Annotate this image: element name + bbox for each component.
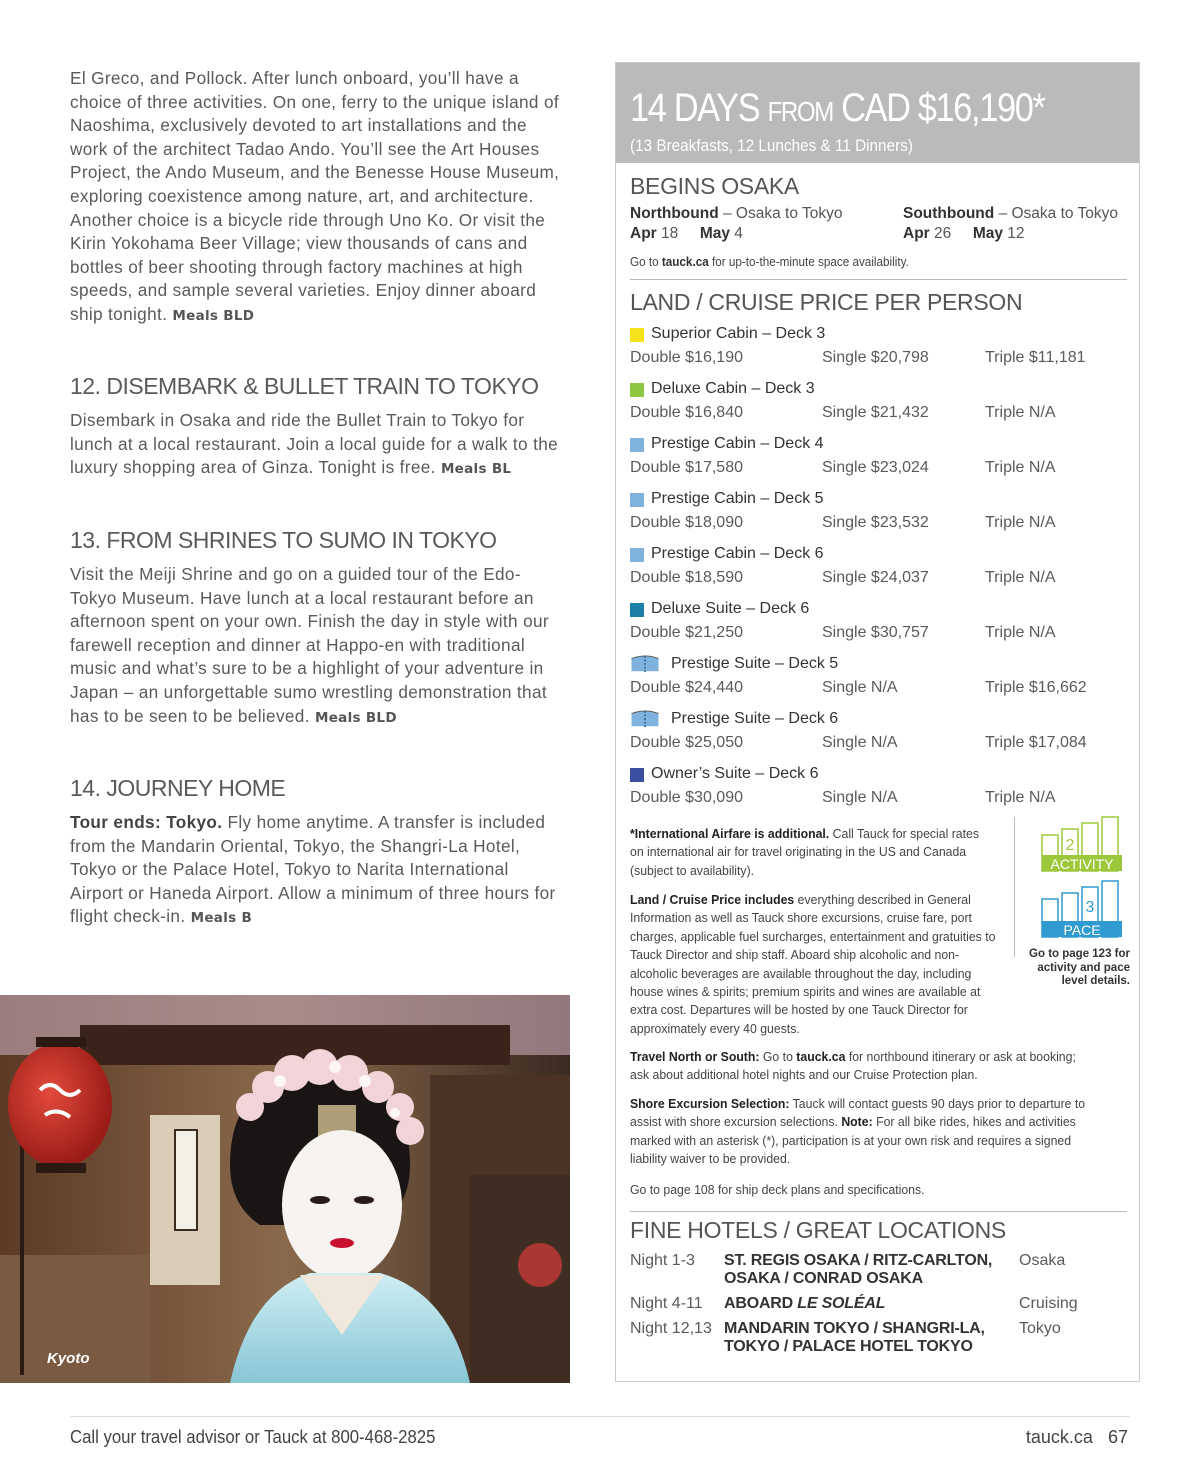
- price-double: Double $16,840: [630, 404, 743, 421]
- northbound-departures: Northbound – Osaka to Tokyo Apr 18 May 4: [630, 205, 843, 242]
- footer-page-info: [1026, 1427, 1128, 1448]
- photo-caption: Kyoto: [47, 1350, 90, 1367]
- price-single: Single $30,757: [822, 624, 929, 641]
- hotel-nights: Night 12,13: [630, 1320, 712, 1337]
- cabin-color-swatch: [630, 328, 644, 342]
- price-single: Single $20,798: [822, 349, 929, 366]
- meals-label: Meals BL: [440, 461, 512, 478]
- tour-price-box: [615, 62, 1140, 1382]
- availability-note: Go to tauck.ca for up-to-the-minute space availability.: [630, 254, 909, 269]
- cabin-name: Prestige Suite – Deck 6: [671, 710, 839, 727]
- divider: [630, 279, 1127, 280]
- cabin-name: Prestige Suite – Deck 5: [671, 655, 839, 672]
- price-double: Double $18,590: [630, 569, 743, 586]
- price-triple: Triple N/A: [985, 459, 1056, 476]
- price-double: Double $17,580: [630, 459, 743, 476]
- hotel-location: Osaka: [1019, 1252, 1066, 1269]
- cabin-color-swatch: [630, 548, 644, 562]
- divider: [630, 1211, 1127, 1212]
- hotel-name: ABOARD LE SOLÉAL: [724, 1295, 886, 1312]
- svg-text:PACE: PACE: [1063, 922, 1101, 938]
- price-triple: Triple $11,181: [985, 349, 1086, 366]
- day-12-section: [70, 373, 565, 482]
- meals-label: Meals BLD: [314, 709, 397, 726]
- hotel-nights: Night 1-3: [630, 1252, 695, 1269]
- cabin-name: Superior Cabin – Deck 3: [651, 325, 826, 342]
- southbound-departures: Southbound – Osaka to Tokyo Apr 26 May 12: [903, 205, 1119, 242]
- footer-site-link[interactable]: tauck.ca: [1025, 1427, 1093, 1447]
- cabin-name: Prestige Cabin – Deck 6: [651, 545, 824, 562]
- cabin-color-swatch: [630, 768, 644, 782]
- tour-title: 14 DAYS FROM CAD $16,190*: [630, 86, 1045, 130]
- deck-plans-note: Go to page 108 for ship deck plans and specifications.: [630, 1182, 925, 1197]
- page-number: 67: [1107, 1427, 1128, 1447]
- price-heading: LAND / CRUISE PRICE PER PERSON: [630, 289, 1023, 315]
- cabin-color-swatch: [630, 493, 644, 507]
- day-13-section: [70, 527, 565, 730]
- day-description: Visit the Meiji Shrine and go on a guided tour of the Edo-Tokyo Museum. Have lunch at a local restaurant before an afternoon spent on your own. Finish the day in style with our farewell reception and dinner at Happo-en with traditional music and what’s sure to be a highlight of your adventure in Japan – an unforgettable sumo wrestling demonstration that has to be seen to be believed. Meals BLD: [70, 564, 549, 726]
- price-single: Single N/A: [822, 789, 898, 806]
- price-double: Double $24,440: [630, 679, 743, 696]
- price-double: Double $25,050: [630, 734, 743, 751]
- hotel-location: Cruising: [1019, 1295, 1078, 1312]
- day-heading: 12. DISEMBARK & BULLET TRAIN TO TOKYO: [70, 373, 539, 399]
- suite-deck-icon: [630, 655, 660, 673]
- hotels-heading: FINE HOTELS / GREAT LOCATIONS: [630, 1217, 1006, 1243]
- airfare-note: *International Airfare is additional. Call Tauck for special rates on international air for travel originating in the US and Canada (subject to availability).: [630, 826, 979, 878]
- price-triple: Triple N/A: [985, 624, 1056, 641]
- hotel-name: ST. REGIS OSAKA / RITZ-CARLTON, OSAKA / CONRAD OSAKA: [724, 1252, 993, 1287]
- begins-heading: BEGINS OSAKA: [630, 173, 799, 199]
- price-single: Single $23,532: [822, 514, 929, 531]
- footer-divider: [70, 1416, 1130, 1417]
- price-single: Single N/A: [822, 679, 898, 696]
- cabin-name: Prestige Cabin – Deck 4: [651, 435, 824, 452]
- day-description: Tour ends: Tokyo. Fly home anytime. A transfer is included from the Mandarin Oriental, Tokyo, the Shangri-La Hotel, Tokyo or the Palace Hotel, Tokyo to Narita International Airport or Haneda Airport. Allow a minimum of three hours for flight check-in. Meals B: [70, 812, 556, 927]
- suite-deck-icon: [630, 710, 660, 728]
- cabin-name: Owner’s Suite – Deck 6: [651, 765, 819, 782]
- hotel-location: Tokyo: [1019, 1320, 1061, 1337]
- svg-text:ACTIVITY: ACTIVITY: [1050, 856, 1114, 872]
- price-triple: Triple $17,084: [985, 734, 1087, 751]
- price-single: Single $23,024: [822, 459, 929, 476]
- tour-ends-lead: Tour ends: Tokyo.: [70, 812, 223, 832]
- cabin-name: Deluxe Cabin – Deck 3: [651, 380, 815, 397]
- price-triple: Triple N/A: [985, 404, 1056, 421]
- hotel-name: MANDARIN TOKYO / SHANGRI-LA, TOKYO / PALACE HOTEL TOKYO: [724, 1320, 985, 1355]
- footer-contact: Call your travel advisor or Tauck at 800-468-2825: [70, 1427, 436, 1447]
- hotel-nights: Night 4-11: [630, 1295, 703, 1312]
- travel-direction-note: Travel North or South: Go to tauck.ca for northbound itinerary or ask at booking; ask about additional hotel nights and our Cruise Protection plan.: [630, 1049, 1076, 1083]
- pace-level-icon: [1040, 879, 1128, 939]
- price-single: Single N/A: [822, 734, 898, 751]
- price-triple: Triple N/A: [985, 789, 1056, 806]
- activity-level-icon: [1040, 815, 1128, 873]
- meals-summary: (13 Breakfasts, 12 Lunches & 11 Dinners): [630, 136, 913, 155]
- kyoto-geisha-photo: [0, 995, 570, 1383]
- svg-text:3: 3: [1085, 899, 1095, 916]
- day-heading: 13. FROM SHRINES TO SUMO IN TOKYO: [70, 527, 497, 553]
- price-triple: Triple N/A: [985, 514, 1056, 531]
- cabin-color-swatch: [630, 603, 644, 617]
- intro-paragraph: El Greco, and Pollock. After lunch onboard, you’ll have a choice of three activities. On one, ferry to the unique island of Naoshima, exclusively devoted to art installations and the work of the architect Tadao Ando. You’ll see the Art Houses Project, the Ando Museum, and the Benesse House Museum, exploring coexistence among nature, art, and architecture. Another choice is a bicycle ride through Uno Ko. Or visit the Kirin Yokohama Beer Village; view thousands of cans and bottles of beer shooting through factory machines at high speeds, and sample several varieties. Enjoy dinner aboard ship tonight. Meals BLD: [70, 68, 560, 324]
- price-triple: Triple $16,662: [985, 679, 1087, 696]
- day-heading: 14. JOURNEY HOME: [70, 775, 286, 801]
- tauck-link[interactable]: tauck.ca: [661, 254, 709, 269]
- price-single: Single $24,037: [822, 569, 929, 586]
- badge-divider: [1014, 817, 1015, 957]
- cabin-name: Prestige Cabin – Deck 5: [651, 490, 824, 507]
- price-header: [616, 63, 1139, 163]
- cabin-color-swatch: [630, 383, 644, 397]
- svg-text:2: 2: [1065, 837, 1075, 854]
- shore-excursion-note: Shore Excursion Selection: Tauck will contact guests 90 days prior to departure to assist with shore excursion selections. Note: For all bike rides, hikes and activities marked with an asterisk (*), participation is at your own risk and requires a signed liability waiver to be provided.: [630, 1096, 1086, 1167]
- day-description: Disembark in Osaka and ride the Bullet Train to Tokyo for lunch at a local restaurant. Join a local guide for a walk to the luxury shopping area of Ginza. Tonight is free. Meals BL: [70, 410, 559, 478]
- price-double: Double $30,090: [630, 789, 743, 806]
- meals-label: Meals B: [190, 910, 253, 927]
- price-double: Double $18,090: [630, 514, 743, 531]
- meals-label: Meals BLD: [172, 307, 255, 324]
- activity-pace-note: Go to page 123 for activity and pace level details.: [1029, 948, 1130, 987]
- price-triple: Triple N/A: [985, 569, 1056, 586]
- price-double: Double $21,250: [630, 624, 743, 641]
- day-14-section: [70, 775, 565, 931]
- price-includes-note: Land / Cruise Price includes everything described in General Information as well as Tauck shore excursions, cruise fare, port charges, applicable fuel surcharges, entertainment and gratuities to Tauck Director and ship staff. Aboard ship alcoholic and non-alcoholic beverages are available throughout the day, including house wines & spirits; premium spirits and wines are available at extra cost. Departures will be hosted by one Tauck Director for approximately every 40 guests.: [630, 892, 996, 1036]
- cabin-color-swatch: [630, 438, 644, 452]
- cabin-name: Deluxe Suite – Deck 6: [651, 600, 810, 617]
- price-single: Single $21,432: [822, 404, 929, 421]
- price-double: Double $16,190: [630, 349, 743, 366]
